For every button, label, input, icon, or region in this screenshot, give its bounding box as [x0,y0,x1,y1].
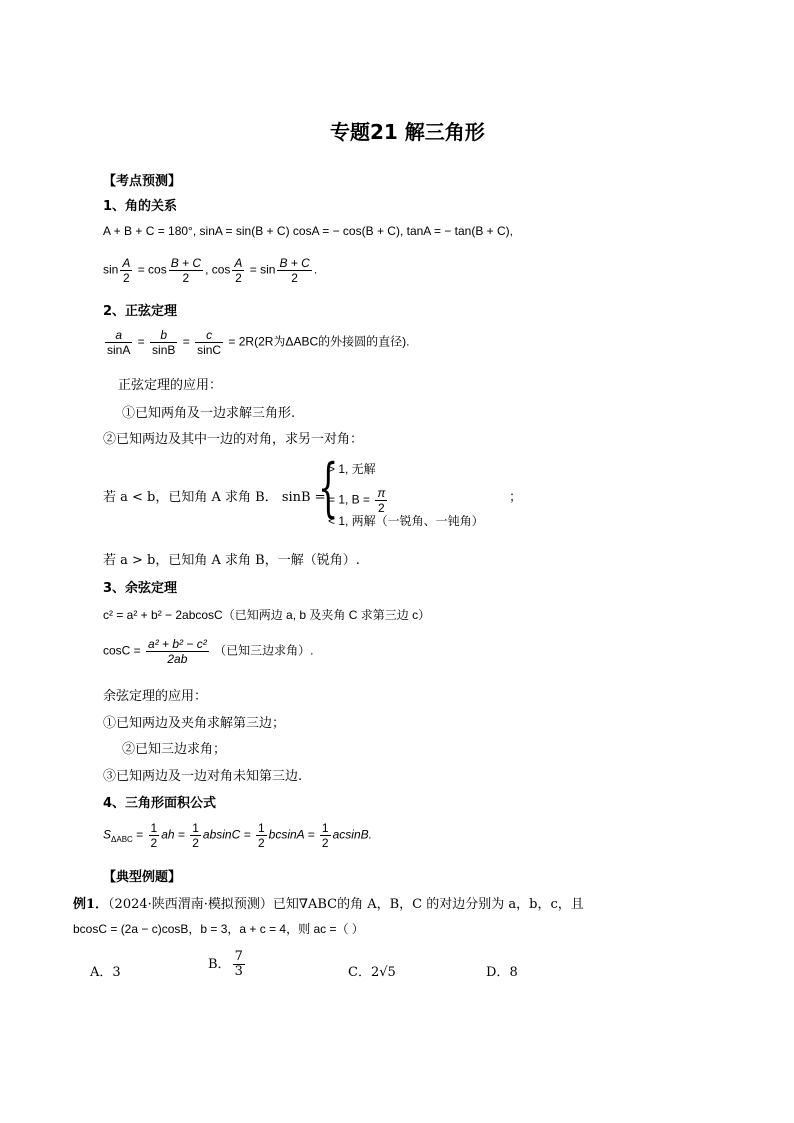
heading-cosine-law: 3、余弦定理 [103,581,178,596]
cosine-law-application-title: 余弦定理的应用： [103,689,208,704]
sine-law-case-a-gt-b: 若 a > b，已知角 A 求角 B，一解（锐角）. [103,553,360,568]
example-1-stem-line2: bcosC = (2a − c)cosB，b = 3，a + c = 4，则 ac =（ ） [73,922,364,936]
cosine-law-formula: c² = a² + b² − 2abcosC（已知两边 a, b 及夹角 C 求第三边 c） [103,608,431,622]
case-line-lt1: < 1, 两解（一锐角、一钝角） [328,514,484,528]
angle-relation-formula: A + B + C = 180°, sinA = sin(B + C) cosA = − cos(B + C), tanA = − tan(B + C), [103,224,514,238]
case-line-eq1: = 1, B = $\frac{\pi}{2}$ [328,486,386,515]
cosine-law-application-3: ③已知两边及一边对角未知第三边. [103,769,303,784]
cosine-formula: cosC = $\frac{\text{a² + b² − c²}}{2ab}$ （已知三边求角）. [103,637,314,666]
sine-law-formula: $\frac{a}{\sin A}$ = $\frac{b}{\sin B}$ = $\frac{c}{\sin C}$ = 2R(2R为ΔABC的外接圆的直径). [107,328,410,357]
heading-area-formula: 4、三角形面积公式 [103,796,217,811]
cosine-law-application-1: ①已知两边及夹角求解第三边； [103,716,286,731]
heading-sine-law: 2、正弦定理 [103,304,178,319]
heading-angle-relation: 1、角的关系 [103,199,178,214]
choice-d: D．8 [486,965,518,980]
choice-b: B． $\frac{7}{3}$ [208,949,243,979]
example-1-stem-line1: 例1．（2024·陕西渭南·模拟预测）已知∇ABC的角 A，B，C 的对边分别为 a，b，c，且 [73,897,584,912]
sine-law-application-1: ①已知两角及一边求解三角形. [122,406,296,421]
left-brace: { [318,451,339,525]
page-title: 专题21 解三角形 [330,120,485,144]
case-line-gt1: > 1, 无解 [328,462,376,476]
sine-law-application-2: ②已知两边及其中一边的对角，求另一对角： [103,432,364,447]
half-angle-formula: sin $\frac{A}{2}$ = cos $\frac{B + C}{2}$ , cos $\frac{A}{2}$ = sin $\frac{B + C}{2}$ . [103,256,318,285]
section-heading-predict: 【考点预测】 [103,174,182,189]
example-1-label: 例1． [73,897,109,912]
choice-c: C．2√5 [348,965,396,980]
section-heading-examples: 【典型例题】 [103,870,182,885]
sine-law-application-title: 正弦定理的应用： [118,378,223,393]
area-formula: $S_{\Delta ABC}$ = $\frac{1}{2}$ ah = $\frac{1}{2}$ absinC = $\frac{1}{2}$ bcsinA = $\frac{1}{2}$ acsinB. [103,821,372,850]
choice-a: A．3 [90,965,121,980]
sine-law-case-a-lt-b: 若 a < b，已知角 A 求角 B． sinB = [103,490,326,505]
semicolon: ； [509,490,523,505]
cosine-law-application-2: ②已知三边求角； [122,742,227,757]
